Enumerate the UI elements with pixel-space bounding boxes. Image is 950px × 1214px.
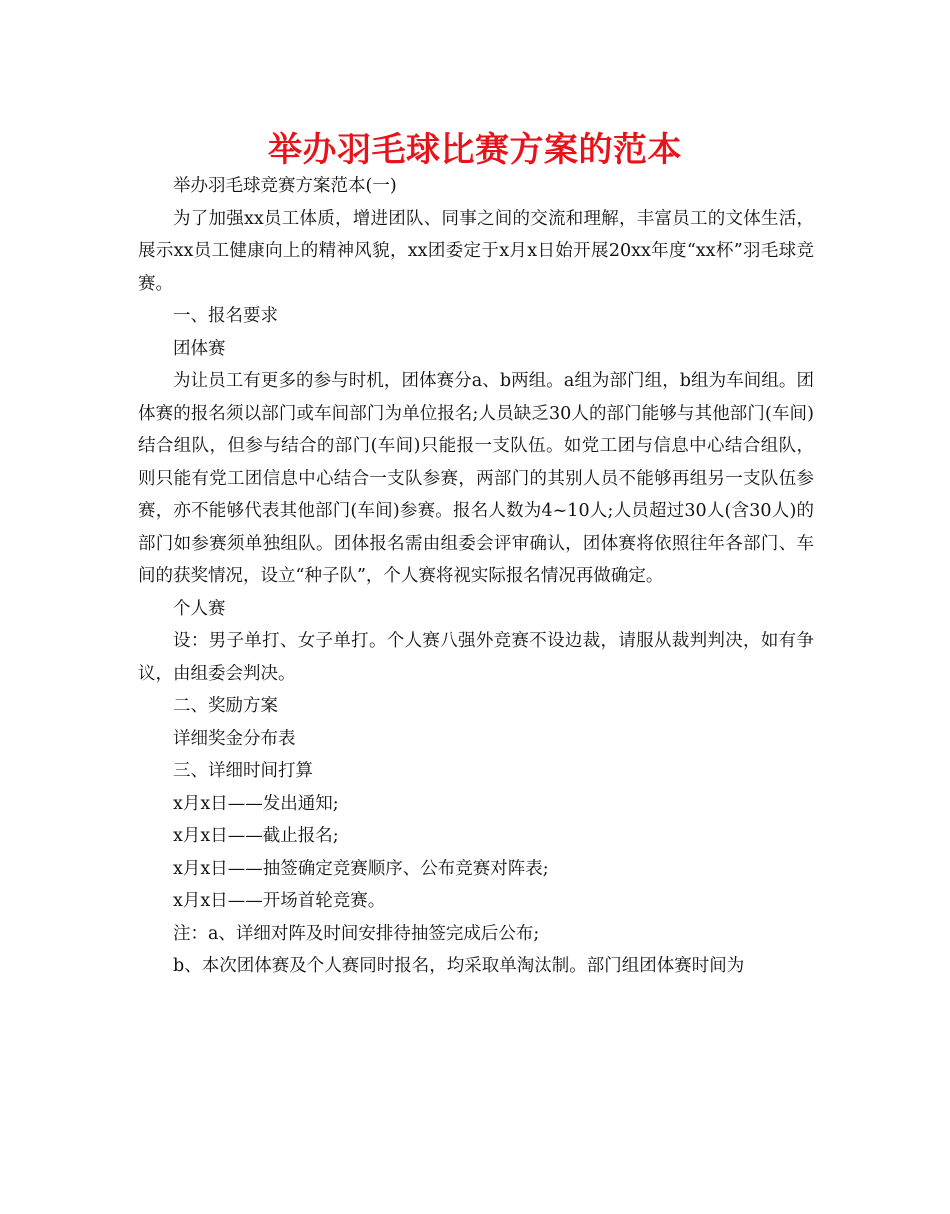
document-title: 举办羽毛球比赛方案的范本 [268,130,682,170]
section-heading-registration: 一、报名要求 [173,306,278,326]
section-heading-rewards: 二、奖励方案 [173,696,278,716]
subheading-individual-match: 个人赛 [173,598,226,619]
individual-match-paragraph: 设：男子单打、女子单打。个人赛八强外竞赛不设边裁，请服从裁判判决，如有争议，由组委会判决。 [138,631,814,684]
team-match-paragraph: 为让员工有更多的参与时机，团体赛分a、b两组。a组为部门组，b组为车间组。团体赛的报名须以部门或车间部门为单位报名;人员缺乏30人的部门能够与其他部门(车间)结合组队，但参与结合的部门(车间)只能报一支队伍。如党工团与信息中心结合组队，则只能有党工团信息中心结合一支队参赛，两部门的其别人员不能够再组另一支队伍参赛，亦不能够代表其他部门(车间)参赛。报名人数为4~10人;人员超过30人(含30人)的部门如参赛须单独组队。团体报名需由组委会评审确认，团体赛将依照往年各部门、车间的获奖情况，设立“种子队”，个人赛将视实际报名情况再做确定。 [138,371,814,586]
note-paragraph: b、本次团体赛及个人赛同时报名，均采取单淘汰制。部门组团体赛时间为 [173,956,745,976]
note-paragraph: 注：a、详细对阵及时间安排待抽签完成后公布; [173,923,540,944]
document-body [138,170,814,983]
intro-paragraph: 为了加强xx员工体质，增进团队、同事之间的交流和理解，丰富员工的文体生活，展示xx员工健康向上的精神风貌，xx团委定于x月x日始开展20xx年度“xx杯”羽毛球竞赛。 [138,208,814,294]
subtitle-paragraph: 举办羽毛球竞赛方案范本(一) [173,176,397,196]
schedule-item: x月x日——抽签确定竞赛顺序、公布竞赛对阵表; [173,858,549,879]
rewards-table-label: 详细奖金分布表 [173,728,296,749]
subheading-team-match: 团体赛 [173,338,226,359]
section-heading-schedule: 三、详细时间打算 [173,761,313,781]
schedule-item: x月x日——开场首轮竞赛。 [173,891,386,911]
schedule-item: x月x日——截止报名; [173,826,339,846]
schedule-item: x月x日——发出通知; [173,793,339,814]
